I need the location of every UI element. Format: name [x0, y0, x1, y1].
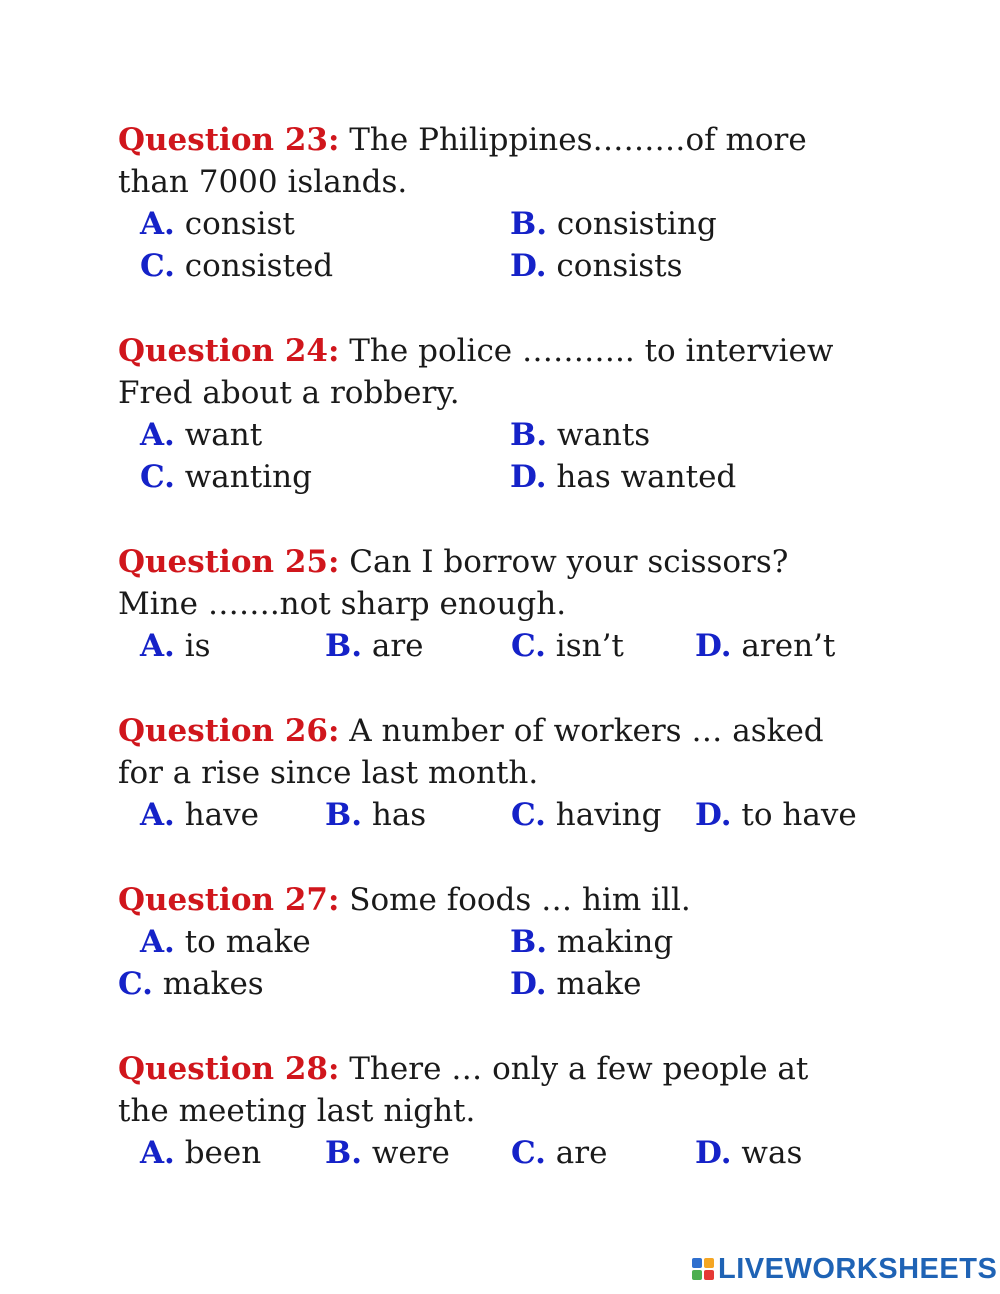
question-label: Question 23:	[118, 122, 340, 158]
option-text: was	[731, 1135, 803, 1171]
option-text: consisted	[174, 248, 334, 284]
option-letter: D.	[695, 1135, 732, 1171]
question-label: Question 28:	[118, 1051, 340, 1087]
logo-grid-icon	[692, 1258, 714, 1280]
option-letter: A.	[140, 1135, 175, 1171]
question-stem	[118, 1048, 918, 1090]
question-stem	[118, 710, 918, 752]
option-d[interactable]	[510, 963, 641, 1005]
question-stem	[118, 330, 918, 372]
option-a[interactable]	[140, 921, 311, 963]
option-letter: A.	[140, 797, 175, 833]
option-text: making	[547, 924, 674, 960]
option-text: wants	[547, 417, 651, 453]
option-c[interactable]	[511, 625, 624, 667]
option-letter: C.	[511, 797, 546, 833]
option-c[interactable]	[140, 456, 312, 498]
option-c[interactable]	[511, 794, 661, 836]
options-row	[118, 1132, 918, 1174]
option-text: are	[362, 628, 424, 664]
option-letter: A.	[140, 628, 175, 664]
option-letter: B.	[325, 797, 362, 833]
options-row	[118, 963, 918, 1005]
option-text: to make	[174, 924, 311, 960]
option-b[interactable]	[325, 625, 424, 667]
option-text: consisting	[547, 206, 717, 242]
option-letter: C.	[511, 628, 546, 664]
option-letter: A.	[140, 206, 175, 242]
option-text: consists	[546, 248, 683, 284]
question-text: The police ……….. to interview	[339, 333, 834, 369]
option-letter: C.	[118, 966, 153, 1002]
option-letter: D.	[510, 966, 547, 1002]
option-b[interactable]	[510, 414, 650, 456]
option-a[interactable]	[140, 794, 259, 836]
option-letter: D.	[510, 248, 547, 284]
option-b[interactable]	[325, 1132, 450, 1174]
option-d[interactable]	[695, 1132, 802, 1174]
option-d[interactable]	[695, 625, 835, 667]
option-letter: D.	[695, 797, 732, 833]
options-row	[118, 456, 918, 498]
option-text: aren’t	[731, 628, 836, 664]
options-row	[118, 794, 918, 836]
option-d[interactable]	[510, 245, 683, 287]
question-stem	[118, 119, 918, 161]
option-letter: C.	[511, 1135, 546, 1171]
option-letter: B.	[325, 628, 362, 664]
logo-text: LIVEWORKSHEETS	[718, 1252, 998, 1285]
options-row	[118, 203, 918, 245]
question-text-continued: for a rise since last month.	[118, 755, 539, 791]
option-text: consist	[174, 206, 295, 242]
option-a[interactable]	[140, 625, 211, 667]
question-text-continued: than 7000 islands.	[118, 164, 408, 200]
option-text: isn’t	[545, 628, 624, 664]
option-letter: A.	[140, 924, 175, 960]
option-a[interactable]	[140, 203, 295, 245]
options-row	[118, 414, 918, 456]
option-b[interactable]	[325, 794, 426, 836]
question-text: Can I borrow your scissors?	[339, 544, 789, 580]
question-text: Some foods … him ill.	[339, 882, 691, 918]
option-letter: D.	[695, 628, 732, 664]
option-letter: B.	[510, 924, 547, 960]
option-text: is	[174, 628, 211, 664]
option-letter: B.	[510, 206, 547, 242]
option-b[interactable]	[510, 921, 673, 963]
question-label: Question 27:	[118, 882, 340, 918]
option-text: has	[362, 797, 427, 833]
option-text: are	[545, 1135, 608, 1171]
option-text: have	[174, 797, 260, 833]
question-27	[118, 879, 918, 1005]
option-text: makes	[152, 966, 264, 1002]
question-text-continued: Mine …….not sharp enough.	[118, 586, 567, 622]
option-letter: C.	[140, 459, 175, 495]
option-b[interactable]	[510, 203, 717, 245]
option-text: were	[362, 1135, 450, 1171]
question-25	[118, 541, 918, 667]
option-c[interactable]	[118, 963, 264, 1005]
option-a[interactable]	[140, 414, 262, 456]
option-d[interactable]	[510, 456, 736, 498]
option-text: has wanted	[546, 459, 737, 495]
option-text: having	[545, 797, 662, 833]
option-letter: B.	[510, 417, 547, 453]
question-23	[118, 119, 918, 287]
option-text: make	[546, 966, 642, 1002]
question-24	[118, 330, 918, 498]
question-26	[118, 710, 918, 836]
liveworksheets-logo[interactable]	[692, 1252, 997, 1286]
option-text: been	[174, 1135, 262, 1171]
options-row	[118, 625, 918, 667]
option-text: want	[174, 417, 263, 453]
question-text: The Philippines………of more	[339, 122, 807, 158]
option-d[interactable]	[695, 794, 857, 836]
options-row	[118, 245, 918, 287]
question-28	[118, 1048, 918, 1174]
question-label: Question 26:	[118, 713, 340, 749]
question-text: A number of workers … asked	[339, 713, 824, 749]
question-stem	[118, 541, 918, 583]
option-letter: C.	[140, 248, 175, 284]
question-stem	[118, 879, 918, 921]
option-text: to have	[731, 797, 857, 833]
option-c[interactable]	[511, 1132, 607, 1174]
options-row	[118, 921, 918, 963]
question-label: Question 25:	[118, 544, 340, 580]
option-letter: A.	[140, 417, 175, 453]
option-letter: D.	[510, 459, 547, 495]
question-text-continued: the meeting last night.	[118, 1093, 476, 1129]
option-letter: B.	[325, 1135, 362, 1171]
option-c[interactable]	[140, 245, 333, 287]
question-text-continued: Fred about a robbery.	[118, 375, 460, 411]
question-label: Question 24:	[118, 333, 340, 369]
option-a[interactable]	[140, 1132, 261, 1174]
question-text: There … only a few people at	[339, 1051, 809, 1087]
option-text: wanting	[174, 459, 312, 495]
